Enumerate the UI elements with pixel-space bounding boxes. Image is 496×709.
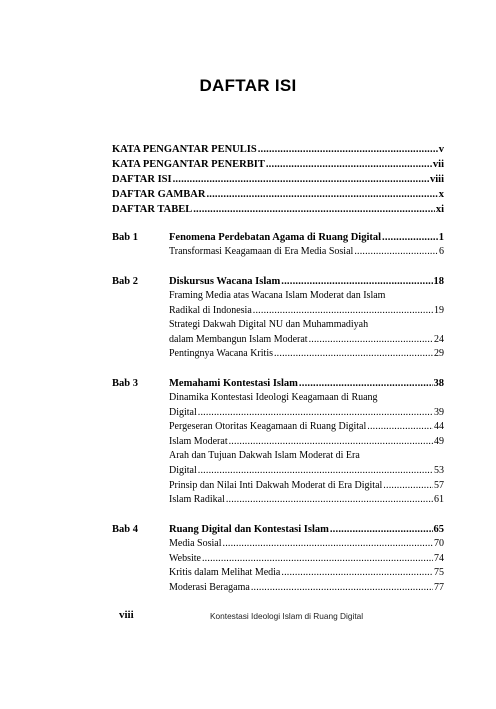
chapter-number: Bab 3: [112, 378, 138, 389]
toc-page-number: viii: [429, 174, 444, 185]
toc-entry[interactable]: [169, 318, 444, 347]
toc-entry[interactable]: [169, 420, 444, 435]
dot-leader: [173, 172, 429, 187]
toc-row-front-3[interactable]: [112, 187, 444, 202]
chapter-title: Memahami Kontestasi Islam: [169, 378, 298, 389]
toc-page-number: vii: [432, 159, 444, 170]
dot-leader: [281, 566, 433, 581]
toc-entry[interactable]: [169, 449, 444, 478]
chapter-title-row[interactable]: [169, 522, 444, 537]
toc-row-front-2[interactable]: [112, 172, 444, 187]
chapter-title-row[interactable]: [169, 274, 444, 289]
dot-leader: [206, 187, 437, 202]
toc-page-number: 75: [434, 567, 444, 579]
entry-title: Islam Radikal: [169, 494, 225, 506]
dot-leader: [383, 479, 433, 494]
entry-title: Islam Moderat: [169, 435, 228, 447]
toc-entry[interactable]: [169, 552, 444, 567]
entry-title: Pentingnya Wacana Kritis: [169, 348, 273, 360]
toc-label: KATA PENGANTAR PENULIS: [112, 144, 257, 155]
dot-leader: [354, 245, 438, 260]
toc-label: DAFTAR ISI: [112, 174, 172, 185]
dot-leader: [274, 347, 433, 362]
entry-title: Digital: [169, 406, 197, 418]
dot-leader: [309, 333, 433, 348]
toc-label: DAFTAR GAMBAR: [112, 189, 206, 200]
toc-page-number: 61: [434, 494, 444, 506]
toc-page-number: x: [438, 189, 444, 200]
dot-leader: [223, 537, 434, 552]
toc-page-number: 38: [433, 378, 444, 389]
entry-title: Radikal di Indonesia: [169, 304, 252, 316]
dot-leader: [193, 202, 435, 217]
chapter-number: Bab 2: [112, 276, 138, 287]
dot-leader: [299, 376, 433, 391]
page-title: DAFTAR ISI: [199, 76, 297, 95]
chapter-title-row[interactable]: [169, 376, 444, 391]
toc-page-number: 65: [433, 524, 444, 535]
dot-leader: [266, 157, 432, 172]
toc-page-number: 24: [434, 333, 444, 345]
footer-page-number: viii: [119, 609, 134, 621]
dot-leader: [251, 581, 433, 596]
chapter-title: Fenomena Perdebatan Agama di Ruang Digital: [169, 232, 382, 243]
toc-page-number: 77: [434, 581, 444, 593]
toc-page-number: xi: [435, 204, 444, 215]
toc-label: DAFTAR TABEL: [112, 204, 193, 215]
toc-page-number: 57: [434, 479, 444, 491]
dot-leader: [202, 552, 433, 567]
dot-leader: [226, 493, 433, 508]
toc-page-number: 49: [434, 435, 444, 447]
dot-leader: [281, 274, 432, 289]
toc-entry[interactable]: [169, 493, 444, 508]
dot-leader: [198, 464, 433, 479]
toc-page-number: 44: [434, 421, 444, 433]
toc-page-number: 70: [434, 538, 444, 549]
chapter-number: Bab 1: [112, 232, 138, 243]
toc-page-number: 18: [433, 276, 444, 287]
chapter-number: Bab 4: [112, 524, 138, 535]
toc-page-number: 19: [434, 304, 444, 316]
toc-entry[interactable]: [169, 391, 444, 420]
toc-entry[interactable]: [169, 245, 444, 260]
chapter-title: Diskursus Wacana Islam: [169, 276, 281, 287]
entry-title: Digital: [169, 464, 197, 476]
toc-page-number: 74: [434, 552, 444, 564]
toc-page-number: 53: [434, 464, 444, 476]
toc-entry[interactable]: [169, 581, 444, 596]
entry-title: Moderasi Beragama: [169, 581, 250, 593]
front-matter-list: [112, 142, 444, 217]
toc-row-front-1[interactable]: [112, 157, 444, 172]
toc-entry[interactable]: [169, 435, 444, 450]
toc-row-front-0[interactable]: [112, 142, 444, 157]
entry-title: Pergeseran Otoritas Keagamaan di Ruang Digital: [169, 421, 367, 433]
entry-title: dalam Membangun Islam Moderat: [169, 333, 308, 345]
entry-title: Prinsip dan Nilai Inti Dakwah Moderat di Era Digital: [169, 479, 383, 491]
dot-leader: [367, 420, 433, 435]
toc-entry[interactable]: [169, 537, 444, 552]
dot-leader: [258, 142, 438, 157]
dot-leader: [229, 435, 433, 450]
toc-page-number: v: [438, 144, 444, 155]
dot-leader: [198, 406, 433, 421]
entry-title: Transformasi Keagamaan di Era Media Sosial: [169, 246, 354, 257]
toc-page-number: 39: [434, 406, 444, 418]
entry-title-line1: Framing Media atas Wacana Islam Moderat dan Islam: [169, 290, 386, 301]
entry-title: Kritis dalam Melihat Media: [169, 567, 281, 579]
toc-entry[interactable]: [169, 479, 444, 494]
toc-label: KATA PENGANTAR PENERBIT: [112, 159, 265, 170]
entry-title: Website: [169, 552, 201, 564]
entry-title-line1: Strategi Dakwah Digital NU dan Muhammadiyah: [169, 319, 369, 331]
toc-page-number: 1: [438, 232, 444, 243]
entry-title-line1: Arah dan Tujuan Dakwah Islam Moderat di Era: [169, 450, 360, 462]
entry-title: Media Sosial: [169, 538, 222, 549]
entry-title-line1: Dinamika Kontestasi Ideologi Keagamaan di Ruang: [169, 392, 378, 403]
toc-entry[interactable]: [169, 566, 444, 581]
toc-entry[interactable]: [169, 347, 444, 362]
chapter-title-row[interactable]: [169, 230, 444, 245]
toc-page-number: 29: [434, 348, 444, 360]
chapter-title: Ruang Digital dan Kontestasi Islam: [169, 524, 329, 535]
dot-leader: [382, 230, 438, 245]
dot-leader: [330, 522, 433, 537]
footer-book-title: Kontestasi Ideologi Islam di Ruang Digital: [210, 611, 364, 621]
toc-entry[interactable]: [169, 289, 444, 318]
toc-row-front-4[interactable]: [112, 202, 444, 217]
dot-leader: [253, 304, 433, 319]
toc-page-number: 6: [439, 246, 444, 257]
